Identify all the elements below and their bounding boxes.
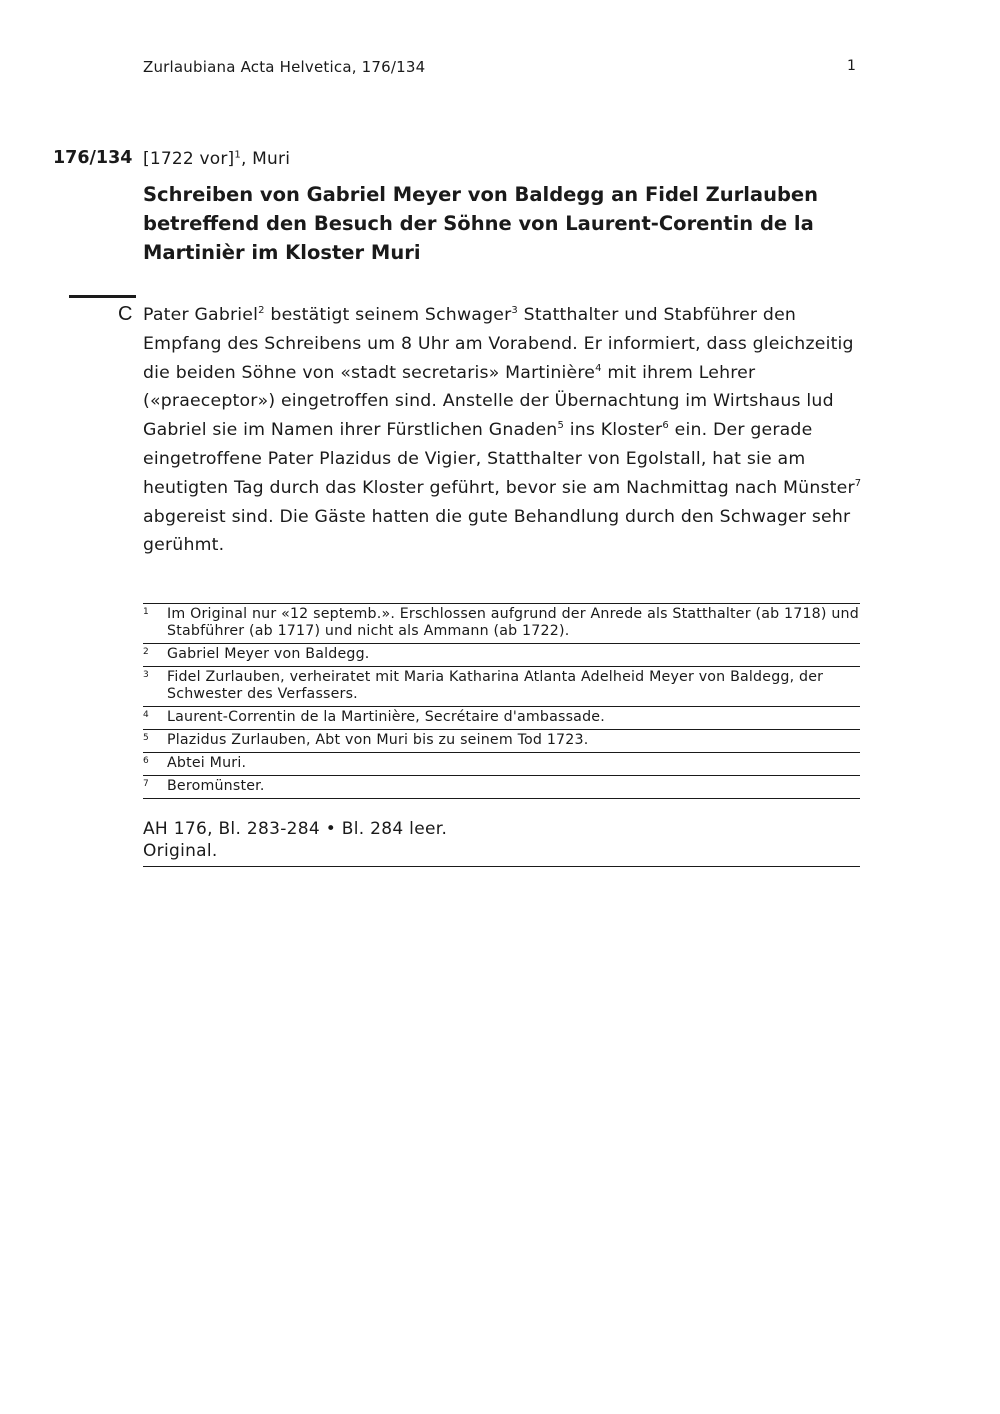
footnote	[143, 776, 860, 799]
footnote-number: 3	[143, 670, 149, 680]
copy-type-marker: C	[118, 303, 133, 325]
footnote-number: 6	[143, 756, 149, 766]
margin-rule	[69, 295, 136, 298]
footnote-ref-6: 6	[662, 420, 669, 432]
footnote-number: 5	[143, 733, 149, 743]
source-reference	[143, 818, 860, 867]
footnote-text: Im Original nur «12 septemb.». Erschlossen aufgrund der Anrede als Statthalter (ab 1718) und Stabführer (ab 1717) und nicht als Ammann (ab 1722).	[167, 606, 859, 639]
footnote-number: 1	[143, 607, 149, 617]
footnote	[143, 644, 860, 667]
running-header-title: Zurlaubiana Acta Helvetica, 176/134	[143, 58, 426, 76]
footnote-ref-4: 4	[595, 362, 602, 374]
footnote	[143, 604, 860, 644]
document-date: [1722 vor]	[143, 149, 235, 169]
footnote-number: 2	[143, 647, 149, 657]
footnote-text: Fidel Zurlauben, verheiratet mit Maria Katharina Atlanta Adelheid Meyer von Baldegg, der Schwester des Verfassers.	[167, 669, 824, 702]
footnote	[143, 667, 860, 707]
document-date-place	[143, 149, 290, 169]
footnote-ref-1: 1	[234, 149, 241, 161]
document-place: , Muri	[240, 149, 291, 169]
footnotes	[143, 603, 860, 799]
footnote-text: Beromünster.	[167, 778, 265, 794]
footnote-ref-7: 7	[854, 478, 862, 490]
source-kind-line: Original.	[143, 841, 218, 861]
page-number: 1	[847, 58, 856, 74]
footnote-ref-3: 3	[511, 305, 518, 317]
document-title: Schreiben von Gabriel Meyer von Baldegg an Fidel Zurlauben betreffend den Besuch der Söhne von Laurent-Corentin de la Martinièr im Kloster Muri	[143, 183, 819, 264]
footnote	[143, 707, 860, 730]
footnote-ref-5: 5	[557, 420, 564, 432]
footnote-number: 4	[143, 710, 149, 720]
source-archive-line: AH 176, Bl. 283-284 • Bl. 284 leer.	[143, 819, 448, 839]
footnote-number: 7	[143, 779, 149, 789]
footnote-text: Abtei Muri.	[167, 755, 247, 771]
footnote-text: Plazidus Zurlauben, Abt von Muri bis zu seinem Tod 1723.	[167, 732, 589, 748]
footnote-text: Laurent-Correntin de la Martinière, Secrétaire d'ambassade.	[167, 709, 605, 725]
document-number: 176/134	[53, 148, 133, 168]
regest-body: Pater Gabriel$^2$ bestätigt seinem Schwager$^3$ Statthalter und Stabführer den Empfang des Schreibens um 8 Uhr am Vorabend. Er informiert, dass gleichzeitig die beiden Söhne von «stadt secretaris» Martinière$^4$ mit ihrem Lehrer («praeceptor») eingetroffen sind. Anstelle der Übernachtung im Wirtshaus lud Gabriel sie im Namen ihrer Fürstlichen Gnaden$^5$ ins Kloster$^6$ ein. Der gerade eingetroffene Pater Plazidus de Vigier, Statthalter von Egolstall, hat sie am heutigten Tag durch das Kloster geführt, bevor sie am Nachmittag nach Münster$^7$ abgereist sind. Die Gäste hatten die gute Behandlung durch den Schwager sehr gerühmt.	[143, 305, 862, 556]
footnote	[143, 753, 860, 776]
footnote-text: Gabriel Meyer von Baldegg.	[167, 646, 370, 662]
footnote	[143, 730, 860, 753]
footnote-ref-2: 2	[258, 305, 265, 317]
